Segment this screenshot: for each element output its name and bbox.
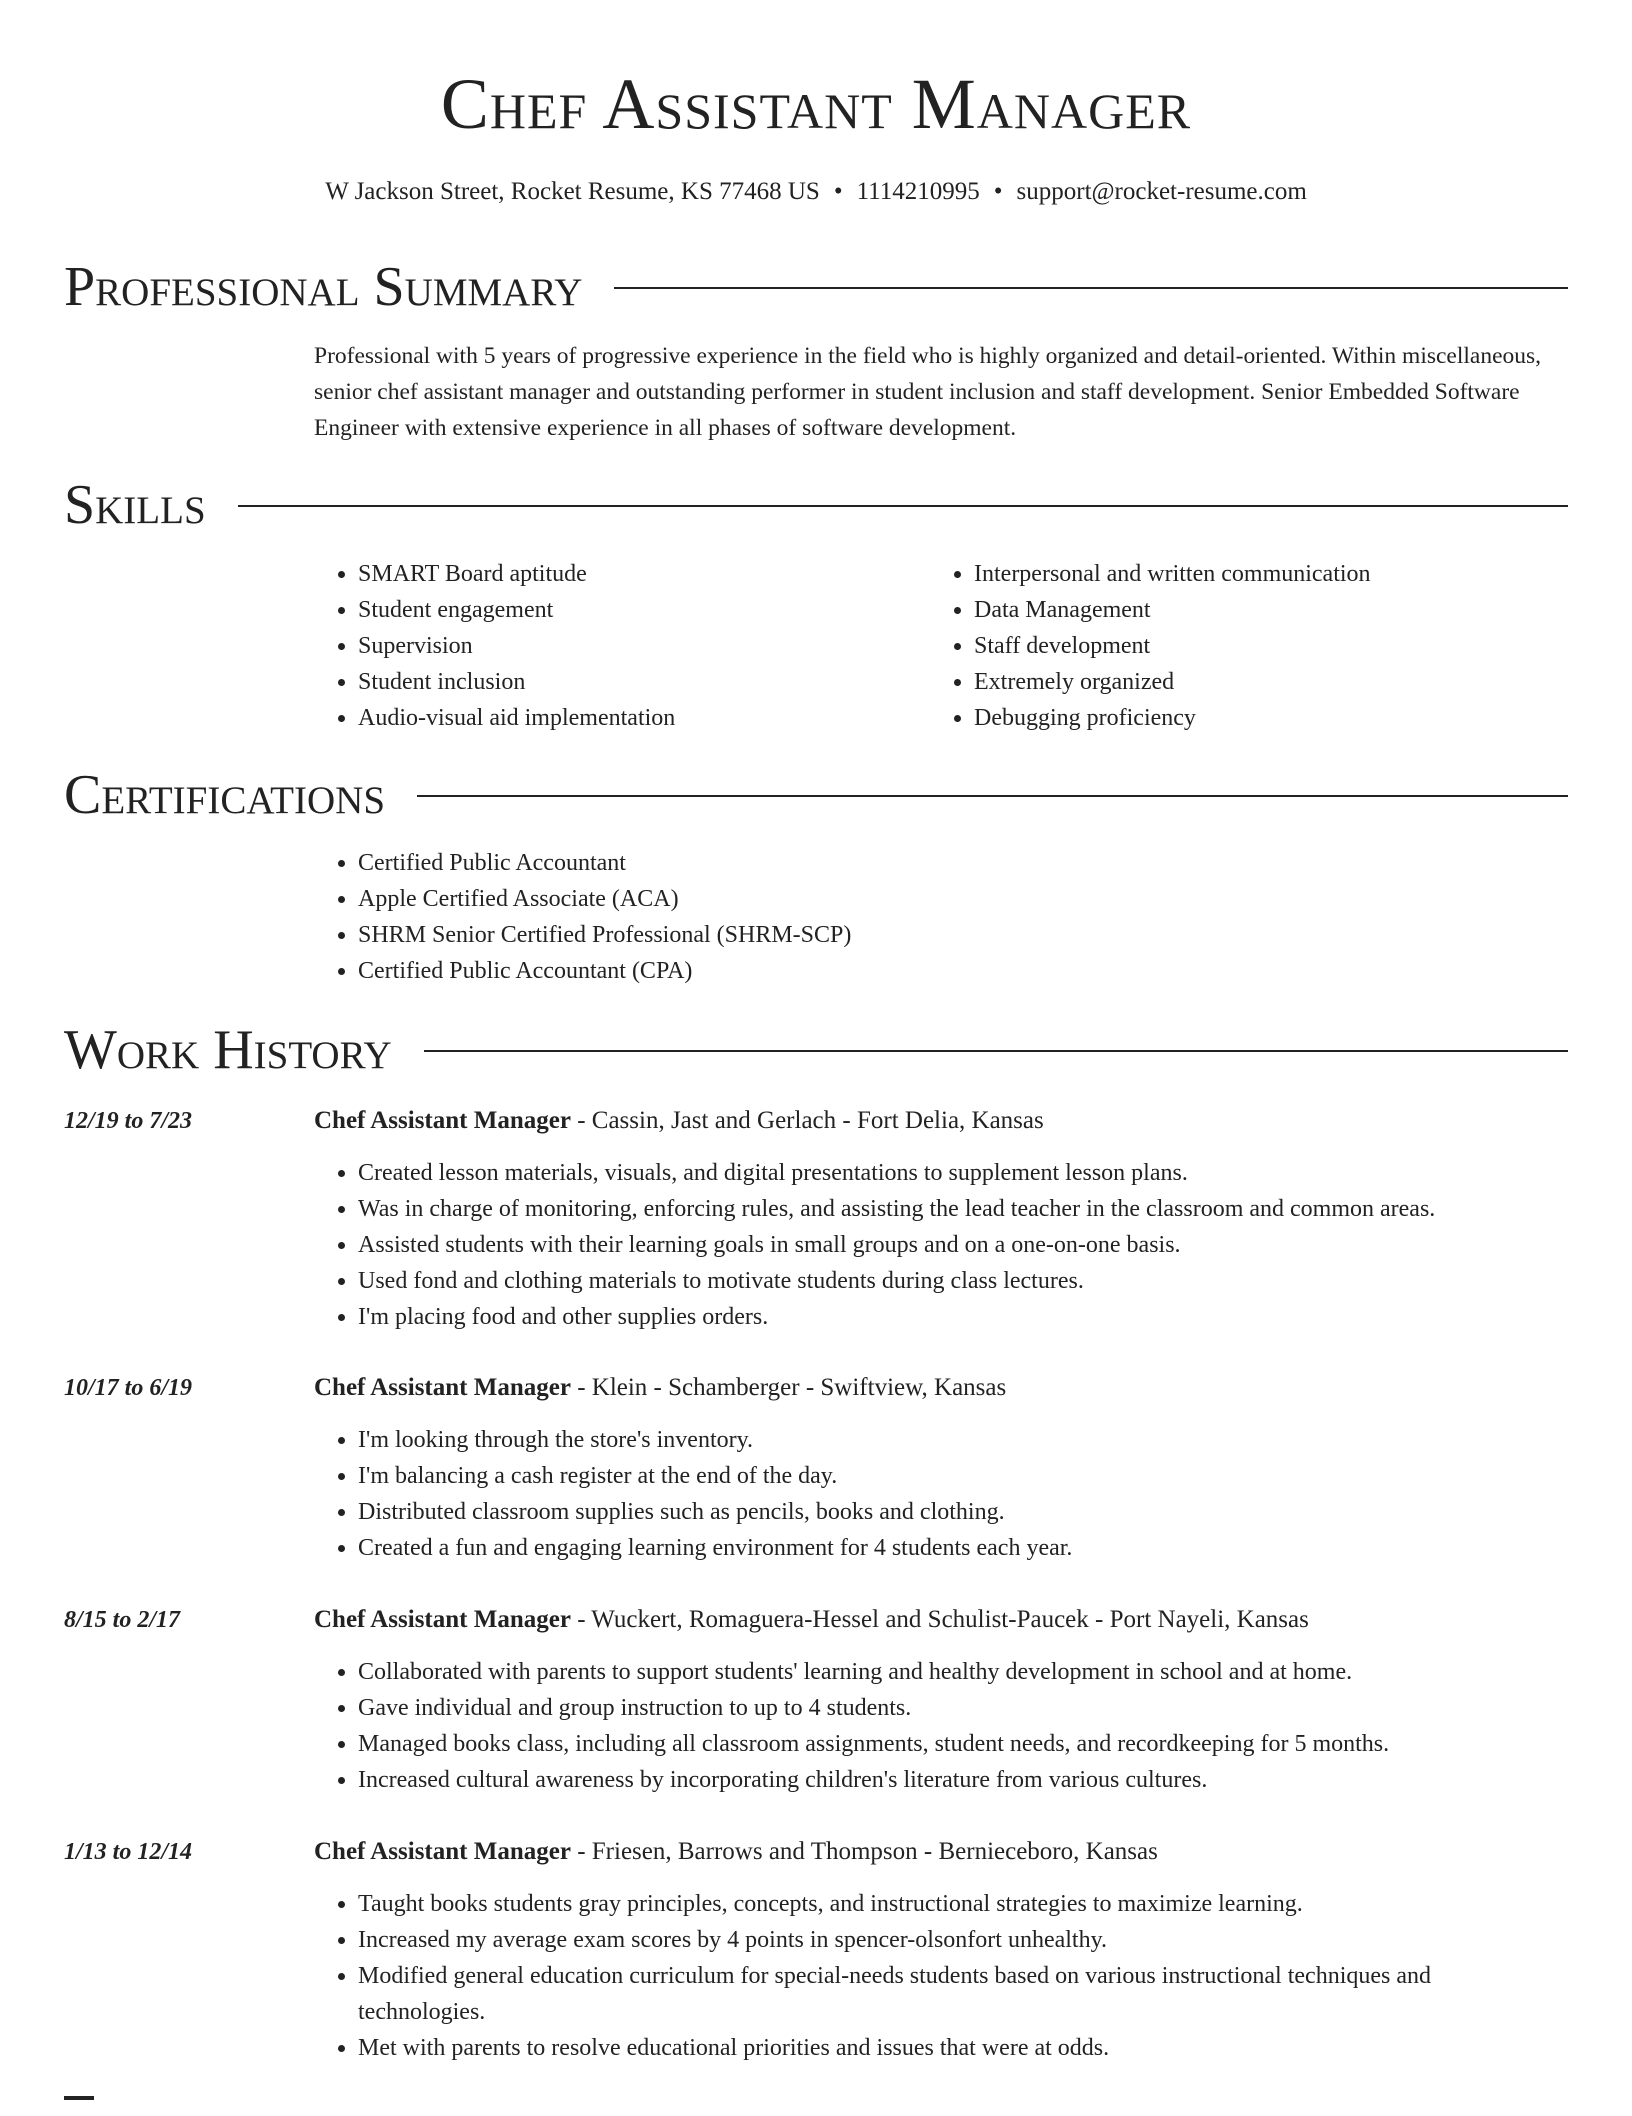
skill-item: • Student inclusion <box>358 664 914 700</box>
job-duty-item: • Collaborated with parents to support students' learning and healthy development in school and at home. <box>358 1654 1554 1690</box>
section-title-certifications: Certifications <box>64 764 386 826</box>
job-duty-item: • I'm balancing a cash register at the end of the day. <box>358 1458 1554 1494</box>
job-employer-location: - Cassin, Jast and Gerlach - Fort Delia, Kansas <box>570 1107 1044 1134</box>
section-divider <box>238 505 1568 507</box>
job-dates: 12/19 to 7/23 <box>64 1108 193 1134</box>
job-heading <box>314 1834 1158 1870</box>
job-duty-item: • Distributed classroom supplies such as pencils, books and clothing. <box>358 1494 1554 1530</box>
skill-item: • Data Management <box>974 592 1550 628</box>
contact-separator: • <box>993 178 1003 205</box>
skill-item: • Student engagement <box>358 592 914 628</box>
job-duty-item: • Taught books students gray principles, concepts, and instructional strategies to maximize learning. <box>358 1886 1554 1922</box>
skills-column-right <box>930 556 1550 736</box>
section-professional-summary <box>64 256 1568 318</box>
job-heading <box>314 1103 1044 1139</box>
job-title: Chef Assistant Manager <box>314 1107 571 1134</box>
next-section-heading-cutoff <box>64 2096 94 2116</box>
section-divider <box>417 795 1568 797</box>
job-duty-item: • Managed books class, including all classroom assignments, student needs, and recordkeeping for 5 months. <box>358 1726 1554 1762</box>
job-dates: 1/13 to 12/14 <box>64 1839 193 1865</box>
job-title: Chef Assistant Manager <box>314 1838 571 1865</box>
skill-item: • Extremely organized <box>974 664 1550 700</box>
contact-line <box>0 174 1632 210</box>
job-employer-location: - Klein - Schamberger - Swiftview, Kansas <box>570 1374 1007 1401</box>
job-title: Chef Assistant Manager <box>314 1606 571 1633</box>
section-divider <box>614 287 1568 289</box>
summary-paragraph: Professional with 5 years of progressive experience in the field who is highly organized and detail-oriented. Within miscellaneous, senior chef assistant manager and outstanding performer in student inclusion and staff development. Senior Embedded Software Engineer with extensive experience in all phases of software development. <box>314 343 1542 441</box>
job-duty-item: • Used fond and clothing materials to motivate students during class lectures. <box>358 1263 1554 1299</box>
section-title-summary: Professional Summary <box>64 256 583 318</box>
job-duty-item: • Met with parents to resolve educational priorities and issues that were at odds. <box>358 2030 1554 2066</box>
section-certifications <box>64 764 1568 826</box>
job-duty-item: • Was in charge of monitoring, enforcing rules, and assisting the lead teacher in the classroom and common areas. <box>358 1191 1554 1227</box>
contact-separator: • <box>833 178 843 205</box>
job-duty-item: • Modified general education curriculum for special-needs students based on various instructional techniques and technologies. <box>358 1958 1554 2030</box>
job-duties <box>314 1886 1554 2066</box>
skill-item: • SMART Board aptitude <box>358 556 914 592</box>
section-title-skills: Skills <box>64 474 206 536</box>
job-duty-item: • Assisted students with their learning goals in small groups and on a one-on-one basis. <box>358 1227 1554 1263</box>
job-heading <box>314 1602 1309 1638</box>
certification-item: • Apple Certified Associate (ACA) <box>358 881 1514 917</box>
skill-item: • Debugging proficiency <box>974 700 1550 736</box>
section-skills <box>64 474 1568 536</box>
job-duty-item: • Increased my average exam scores by 4 points in spencer-olsonfort unhealthy. <box>358 1922 1554 1958</box>
job-duty-item: • I'm looking through the store's inventory. <box>358 1422 1554 1458</box>
skill-item: • Interpersonal and written communication <box>974 556 1550 592</box>
section-work-history <box>64 1019 1568 1081</box>
skill-item: • Audio-visual aid implementation <box>358 700 914 736</box>
certification-item: • Certified Public Accountant (CPA) <box>358 953 1514 989</box>
job-employer-location: - Friesen, Barrows and Thompson - Bernieceboro, Kansas <box>570 1838 1158 1865</box>
job-duties <box>314 1654 1554 1798</box>
certifications-list <box>314 845 1514 989</box>
job-heading <box>314 1370 1006 1406</box>
skill-item: • Staff development <box>974 628 1550 664</box>
contact-phone: 1114210995 <box>856 178 980 205</box>
skills-column-left <box>314 556 914 736</box>
job-duty-item: • I'm placing food and other supplies orders. <box>358 1299 1554 1335</box>
job-duty-item: • Created lesson materials, visuals, and digital presentations to supplement lesson plans. <box>358 1155 1554 1191</box>
resume-name-heading: Chef Assistant Manager <box>440 64 1192 144</box>
job-duty-item: • Increased cultural awareness by incorporating children's literature from various cultures. <box>358 1762 1554 1798</box>
job-duties <box>314 1155 1554 1335</box>
job-dates: 8/15 to 2/17 <box>64 1607 181 1633</box>
skill-item: • Supervision <box>358 628 914 664</box>
contact-address: W Jackson Street, Rocket Resume, KS 77468 US <box>325 178 820 205</box>
certification-item: • Certified Public Accountant <box>358 845 1514 881</box>
job-duties <box>314 1422 1554 1566</box>
certification-item: • SHRM Senior Certified Professional (SHRM-SCP) <box>358 917 1514 953</box>
contact-email: support@rocket-resume.com <box>1016 178 1307 205</box>
job-duty-item: • Gave individual and group instruction to up to 4 students. <box>358 1690 1554 1726</box>
job-dates: 10/17 to 6/19 <box>64 1375 193 1401</box>
section-divider <box>424 1050 1568 1052</box>
section-title-work-history: Work History <box>64 1019 392 1081</box>
job-title: Chef Assistant Manager <box>314 1374 571 1401</box>
job-duty-item: • Created a fun and engaging learning environment for 4 students each year. <box>358 1530 1554 1566</box>
job-employer-location: - Wuckert, Romaguera-Hessel and Schulist-Paucek - Port Nayeli, Kansas <box>570 1606 1309 1633</box>
